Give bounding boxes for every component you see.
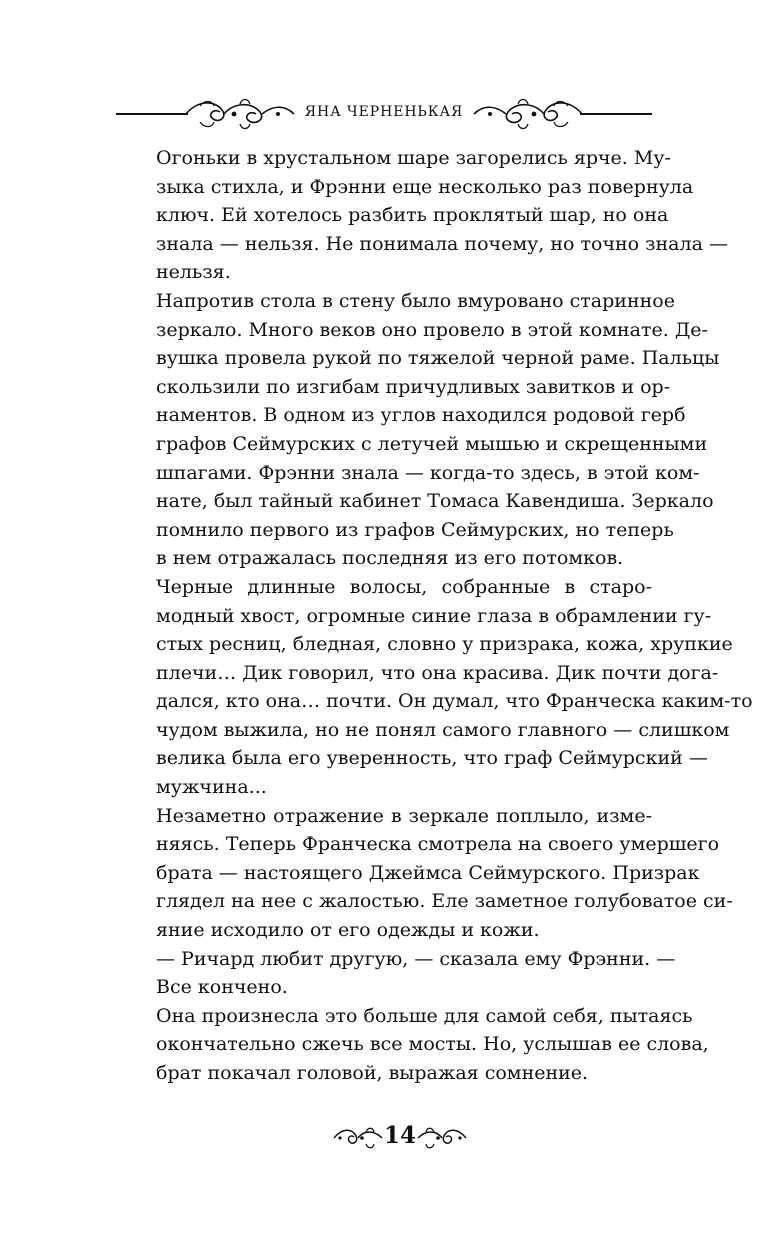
text-line: нельзя.	[156, 261, 231, 284]
paragraph	[118, 1002, 709, 1088]
text-line: наментов. В одном из углов находился родовой герб	[156, 404, 686, 427]
text-line: дался, кто она… почти. Он думал, что Франческа каким-то	[156, 690, 753, 713]
text-line: знала — нельзя. Не понимала почему, но точно знала —	[156, 232, 728, 255]
text-line: окончательно сжечь все мосты. Но, услышав ее слова,	[156, 1033, 709, 1056]
header-rule-left	[116, 113, 188, 115]
text-line: зыка стихла, и Фрэнни еще несколько раз повернула	[156, 175, 694, 198]
vine-ornament-left-icon	[332, 1126, 386, 1150]
text-line: Она произнесла это больше для самой себя, пытаясь	[156, 1004, 693, 1027]
body-text	[118, 144, 753, 1088]
text-line: графов Сеймурских с летучей мышью и скрещенными	[156, 432, 708, 455]
text-line: стых ресниц, бледная, словно у призрака, кожа, хрупкие	[156, 633, 733, 656]
text-line: шпагами. Фрэнни знала — когда-то здесь, в этой ком-	[156, 461, 700, 484]
text-line: в нем отражалась последняя из его потомков.	[156, 547, 624, 570]
text-line: Незаметно отражение в зеркале поплыло, изме-	[156, 804, 652, 827]
text-line: ключ. Ей хотелось разбить проклятый шар, но она	[156, 204, 669, 227]
scroll-ornament-left-icon	[180, 96, 300, 132]
text-line: яние исходило от его одежды и кожи.	[156, 919, 540, 942]
page-number: 14	[384, 1122, 417, 1149]
running-head: ЯНА ЧЕРНЕНЬКАЯ	[304, 104, 464, 120]
text-line: помнило первого из графов Сеймурских, но теперь	[156, 518, 674, 541]
text-line: Огоньки в хрустальном шаре загорелись ярче. Му-	[156, 147, 671, 169]
text-line: Напротив стола в стену было вмуровано старинное	[156, 289, 675, 312]
text-line: Все кончено.	[156, 976, 288, 999]
paragraph	[118, 144, 728, 287]
text-line: мужчина...	[156, 776, 267, 799]
vine-ornament-right-icon	[414, 1126, 468, 1150]
paragraph	[118, 573, 753, 802]
text-line: вушка провела рукой по тяжелой черной раме. Пальцы	[156, 347, 720, 370]
text-line: няясь. Теперь Франческа смотрела на своего умершего	[156, 833, 720, 856]
text-line: модный хвост, огромные синие глаза в обрамлении гу-	[156, 604, 712, 627]
page-footer	[332, 1122, 468, 1156]
paragraph	[118, 802, 733, 945]
text-line: — Ричард любит другую, — сказала ему Фрэнни. —	[156, 947, 676, 970]
header-rule-right	[580, 113, 652, 115]
text-line: зеркало. Много веков оно провело в этой комнате. Де-	[156, 318, 708, 341]
text-line: плечи… Дик говорил, что она красива. Дик почти дога-	[156, 661, 719, 684]
scroll-ornament-right-icon	[468, 96, 588, 132]
page-header	[116, 96, 652, 132]
text-line: чудом выжила, но не понял самого главного — слишком	[156, 718, 730, 741]
text-line: брат покачал головой, выражая сомнение.	[156, 1062, 589, 1084]
text-line: нате, был тайный кабинет Томаса Кавендиша. Зеркало	[156, 490, 714, 513]
text-line: глядел на нее с жалостью. Еле заметное голубоватое си-	[156, 890, 733, 913]
paragraph	[118, 287, 720, 573]
text-line: брата — настоящего Джеймса Сеймурского. Призрак	[156, 861, 700, 884]
text-line: скользили по изгибам причудливых завитков и ор-	[156, 375, 671, 398]
text-line: Черные длинные волосы, собранные в старо-	[156, 575, 652, 598]
paragraph	[118, 945, 676, 1002]
text-line: велика была его уверенность, что граф Сеймурский —	[156, 747, 708, 770]
